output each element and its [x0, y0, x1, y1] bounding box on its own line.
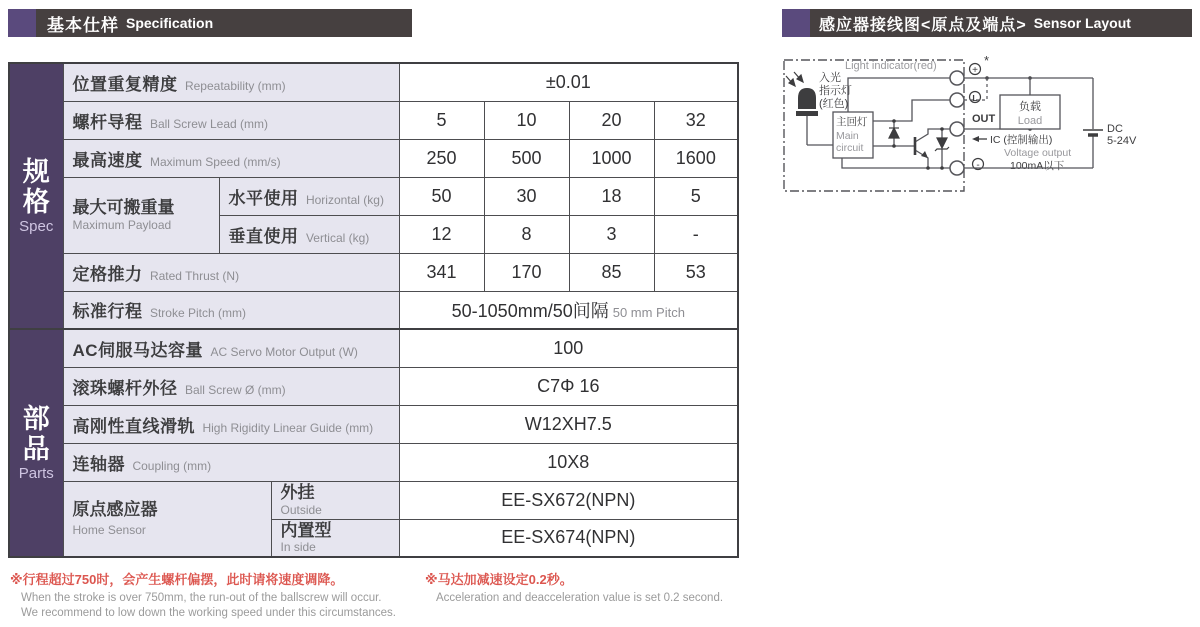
row-label-coupling — [63, 443, 399, 481]
main-circuit-zh: 主回灯 — [836, 116, 868, 128]
spec-header-title-en: Specification — [126, 15, 214, 31]
row-label-rated-thrust — [63, 253, 399, 291]
specification-table — [8, 62, 739, 558]
footnote-acceleration-en: Acceleration and deacceleration value is set 0.2 second. — [436, 591, 724, 604]
sensor-header-bar — [810, 9, 1192, 37]
value-speed-4: 1600 — [654, 139, 738, 177]
value-ball-screw-dia: C7Φ 16 — [399, 367, 738, 405]
light-arrows-icon — [786, 72, 803, 86]
value-speed-1: 250 — [399, 139, 484, 177]
table-row — [9, 139, 738, 177]
sidebar-spec-zh: 规格 — [22, 156, 50, 217]
value-vertical-3: 3 — [569, 215, 654, 253]
table-row — [9, 101, 738, 139]
footnote-stroke — [10, 571, 415, 622]
label-zh: AC伺服马达容量 — [72, 340, 204, 360]
footnote-acceleration-zh: ※马达加减速设定0.2秒。 — [425, 572, 573, 587]
led-label-zh3: (红色) — [819, 98, 849, 110]
sensor-section-header — [782, 9, 1192, 37]
terminal-plus — [950, 71, 964, 85]
row-label-max-speed — [63, 139, 399, 177]
table-row — [9, 63, 738, 101]
spec-header-title-zh: 基本仕样 — [47, 15, 119, 35]
sidebar-parts — [9, 329, 63, 557]
row-label-horizontal — [219, 177, 399, 215]
spec-section-header — [8, 9, 412, 37]
label-zh: 连轴器 — [72, 454, 125, 474]
sensor-header-title-en: Sensor Layout — [1033, 15, 1131, 31]
value-lead-3: 20 — [569, 101, 654, 139]
value-linear-guide: W12XH7.5 — [399, 405, 738, 443]
table-row — [9, 481, 738, 519]
value-thrust-3: 85 — [569, 253, 654, 291]
label-zh: 垂直使用 — [228, 226, 299, 246]
out-label: OUT — [972, 113, 996, 125]
value-repeatability: ±0.01 — [399, 63, 738, 101]
table-row — [9, 291, 738, 329]
label-zh: 高刚性直线滑轨 — [72, 416, 195, 436]
label-en: Ball Screw Ø (mm) — [184, 382, 286, 397]
star-mark: * — [984, 53, 990, 68]
led-label-zh2: 指示灯 — [819, 85, 852, 97]
sensor-header-title-zh: 感应器接线图<原点及端点> — [819, 16, 1027, 34]
footnote-acceleration — [425, 571, 755, 606]
label-zh: 最高速度 — [72, 150, 143, 170]
spec-header-bar — [36, 9, 412, 37]
row-label-repeatability — [63, 63, 399, 101]
value-speed-2: 500 — [484, 139, 569, 177]
value-vertical-1: 12 — [399, 215, 484, 253]
value-lead-4: 32 — [654, 101, 738, 139]
row-label-stroke — [63, 291, 399, 329]
sidebar-parts-en: Parts — [18, 465, 54, 483]
label-zh: 滚珠螺杆外径 — [72, 378, 178, 398]
label-en: Vertical (kg) — [305, 230, 370, 245]
plus-terminal-symbol — [970, 53, 990, 76]
label-zh: 定格推力 — [72, 264, 143, 284]
led-label-en: Light indicator(red) — [845, 60, 937, 72]
value-vertical-2: 8 — [484, 215, 569, 253]
sidebar-parts-zh: 部品 — [22, 403, 50, 464]
value-horizontal-2: 30 — [484, 177, 569, 215]
table-row — [9, 367, 738, 405]
row-label-linear-guide — [63, 405, 399, 443]
value-horizontal-1: 50 — [399, 177, 484, 215]
svg-text:L: L — [972, 93, 978, 103]
terminal-minus — [950, 161, 964, 175]
label-en: AC Servo Motor Output (W) — [210, 344, 358, 359]
dc-range-label: 5-24V — [1107, 135, 1137, 147]
value-sensor-inside: EE-SX674(NPN) — [399, 519, 738, 557]
label-zh: 外挂 — [280, 483, 315, 503]
stroke-value-zh: 50-1050mm/50间隔 — [451, 300, 609, 321]
value-servo-output: 100 — [399, 329, 738, 367]
value-thrust-4: 53 — [654, 253, 738, 291]
table-row — [9, 177, 738, 215]
sensor-wiring-diagram — [782, 48, 1194, 218]
row-label-sensor-inside — [271, 519, 399, 557]
voltage-output-en: Voltage output — [1004, 147, 1072, 159]
label-en: Horizontal (kg) — [305, 192, 384, 207]
value-horizontal-4: 5 — [654, 177, 738, 215]
label-en: Outside — [280, 502, 322, 517]
sensor-enclosure-box — [784, 60, 964, 191]
diode-icon — [889, 128, 899, 138]
label-zh: 螺杆导程 — [72, 112, 143, 132]
ic-label: IC (控制输出) — [990, 134, 1053, 146]
row-label-ball-screw-lead — [63, 101, 399, 139]
label-zh: 最大可搬重量 — [72, 198, 175, 218]
value-lead-1: 5 — [399, 101, 484, 139]
label-zh: 位置重复精度 — [72, 74, 178, 94]
label-zh: 原点感应器 — [72, 499, 158, 519]
row-label-max-payload — [63, 177, 219, 253]
header-accent-square — [782, 9, 810, 37]
sidebar-spec — [9, 63, 63, 329]
value-lead-2: 10 — [484, 101, 569, 139]
main-circuit-en2: circuit — [836, 142, 864, 154]
label-en: Coupling (mm) — [132, 458, 212, 473]
voltage-output-zh: 100mA以下 — [1010, 160, 1065, 172]
header-accent-square — [8, 9, 36, 37]
dc-label: DC — [1107, 123, 1123, 135]
footnote-stroke-en2: We recommend to low down the working speed under this circumstances. — [21, 607, 396, 620]
footnote-stroke-en1: When the stroke is over 750mm, the run-out of the ballscrew will occur. — [21, 591, 382, 604]
value-stroke — [399, 291, 738, 329]
load-label-zh: 负载 — [1019, 101, 1041, 113]
terminal-l — [950, 93, 964, 107]
table-row — [9, 253, 738, 291]
value-vertical-4: - — [654, 215, 738, 253]
terminal-circles — [950, 71, 964, 175]
load-label-en: Load — [1017, 115, 1043, 127]
value-speed-3: 1000 — [569, 139, 654, 177]
row-label-vertical — [219, 215, 399, 253]
label-zh: 标准行程 — [72, 302, 143, 322]
row-label-servo-output — [63, 329, 399, 367]
minus-terminal-symbol — [973, 159, 984, 172]
table-row — [9, 329, 738, 367]
label-en: Maximum Payload — [72, 217, 172, 232]
label-zh: 内置型 — [280, 520, 332, 540]
label-en: Repeatability (mm) — [184, 78, 286, 93]
label-en: Ball Screw Lead (mm) — [149, 116, 268, 131]
led-label-zh1: 入光 — [819, 72, 841, 84]
sidebar-spec-en: Spec — [19, 218, 54, 236]
battery-icon — [1083, 130, 1103, 135]
table-row — [9, 443, 738, 481]
row-label-ball-screw-dia — [63, 367, 399, 405]
row-label-sensor-outside — [271, 481, 399, 519]
l-terminal-symbol — [970, 92, 981, 104]
label-en: Rated Thrust (N) — [149, 268, 240, 283]
main-circuit-en1: Main — [836, 130, 859, 142]
label-en: Home Sensor — [72, 523, 146, 538]
label-en: High Rigidity Linear Guide (mm) — [202, 420, 374, 435]
stroke-value-en: 50 mm Pitch — [612, 304, 685, 320]
value-sensor-outside: EE-SX672(NPN) — [399, 481, 738, 519]
label-en: Stroke Pitch (mm) — [149, 306, 246, 321]
row-label-home-sensor — [63, 481, 271, 557]
svg-text:-: - — [976, 160, 980, 171]
value-thrust-2: 170 — [484, 253, 569, 291]
svg-text:+: + — [972, 65, 978, 76]
ic-arrow-icon — [972, 136, 987, 142]
label-zh: 水平使用 — [228, 188, 299, 208]
terminal-out — [950, 122, 964, 136]
label-en: Maximum Speed (mm/s) — [149, 154, 281, 169]
label-en: In side — [280, 540, 316, 555]
zener-diode-icon — [935, 138, 949, 151]
value-horizontal-3: 18 — [569, 177, 654, 215]
table-row — [9, 405, 738, 443]
value-thrust-1: 341 — [399, 253, 484, 291]
footnote-stroke-zh: ※行程超过750时，会产生螺杆偏摆，此时请将速度调降。 — [10, 572, 344, 587]
value-coupling: 10X8 — [399, 443, 738, 481]
